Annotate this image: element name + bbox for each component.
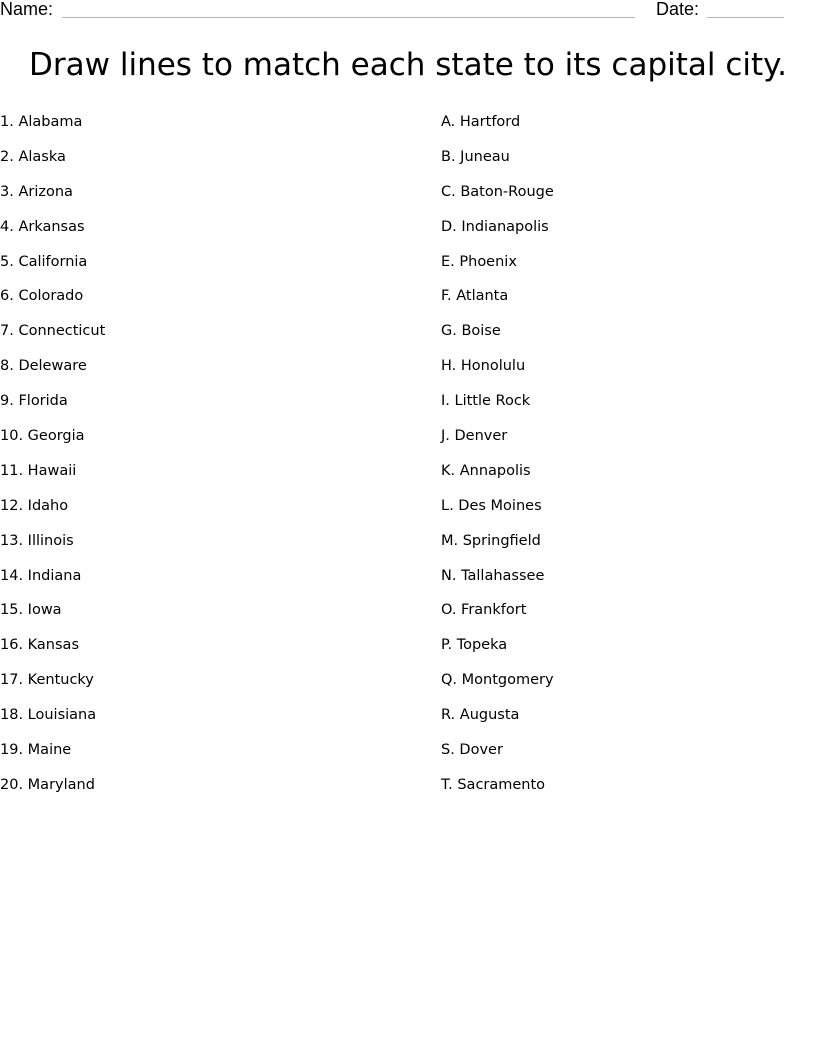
- capital-item: L. Des Moines: [441, 497, 542, 514]
- state-item: 8. Deleware: [0, 358, 87, 375]
- state-item: 19. Maine: [0, 742, 72, 759]
- state-item: 18. Louisiana: [0, 707, 97, 724]
- capital-item: R. Augusta: [441, 707, 520, 724]
- state-item: 11. Hawaii: [0, 462, 77, 479]
- state-item: 20. Maryland: [0, 776, 95, 793]
- state-item: 6. Colorado: [0, 288, 84, 305]
- capital-item: E. Phoenix: [441, 253, 517, 270]
- date-blank-line: [707, 17, 784, 18]
- state-item: 12. Idaho: [0, 497, 69, 514]
- capital-item: P. Topeka: [441, 637, 508, 654]
- state-item: 16. Kansas: [0, 637, 79, 654]
- name-blank-line: [62, 17, 635, 18]
- state-item: 15. Iowa: [0, 602, 62, 619]
- capital-item: K. Annapolis: [441, 462, 531, 479]
- name-label: Name:: [0, 0, 54, 19]
- capital-item: T. Sacramento: [441, 776, 546, 793]
- state-item: 5. California: [0, 253, 88, 270]
- state-item: 4. Arkansas: [0, 218, 85, 235]
- capital-item: B. Juneau: [441, 148, 510, 165]
- state-item: 13. Illinois: [0, 532, 74, 549]
- capital-item: M. Springfield: [441, 532, 541, 549]
- capitals-list: [441, 110, 554, 808]
- capital-item: H. Honolulu: [441, 358, 526, 375]
- capital-item: C. Baton-Rouge: [441, 183, 554, 200]
- capital-item: Q. Montgomery: [441, 672, 554, 689]
- worksheet-title: Draw lines to match each state to its capital city.: [29, 47, 787, 83]
- capital-item: D. Indianapolis: [441, 218, 549, 235]
- capital-item: F. Atlanta: [441, 288, 509, 305]
- capital-item: I. Little Rock: [441, 393, 531, 410]
- state-item: 7. Connecticut: [0, 323, 106, 340]
- worksheet-header: [0, 0, 816, 24]
- capital-item: A. Hartford: [441, 114, 521, 130]
- capital-item: O. Frankfort: [441, 602, 527, 619]
- capital-item: S. Dover: [441, 742, 503, 759]
- capital-item: J. Denver: [441, 428, 508, 445]
- state-item: 17. Kentucky: [0, 672, 94, 689]
- states-list: [0, 110, 105, 808]
- state-item: 2. Alaska: [0, 148, 66, 165]
- state-item: 3. Arizona: [0, 183, 73, 200]
- capital-item: G. Boise: [441, 323, 501, 340]
- state-item: 14. Indiana: [0, 567, 82, 584]
- state-item: 10. Georgia: [0, 428, 85, 445]
- capital-item: N. Tallahassee: [441, 567, 545, 584]
- state-item: 1. Alabama: [0, 114, 83, 130]
- state-item: 9. Florida: [0, 393, 68, 410]
- date-label: Date:: [656, 0, 700, 19]
